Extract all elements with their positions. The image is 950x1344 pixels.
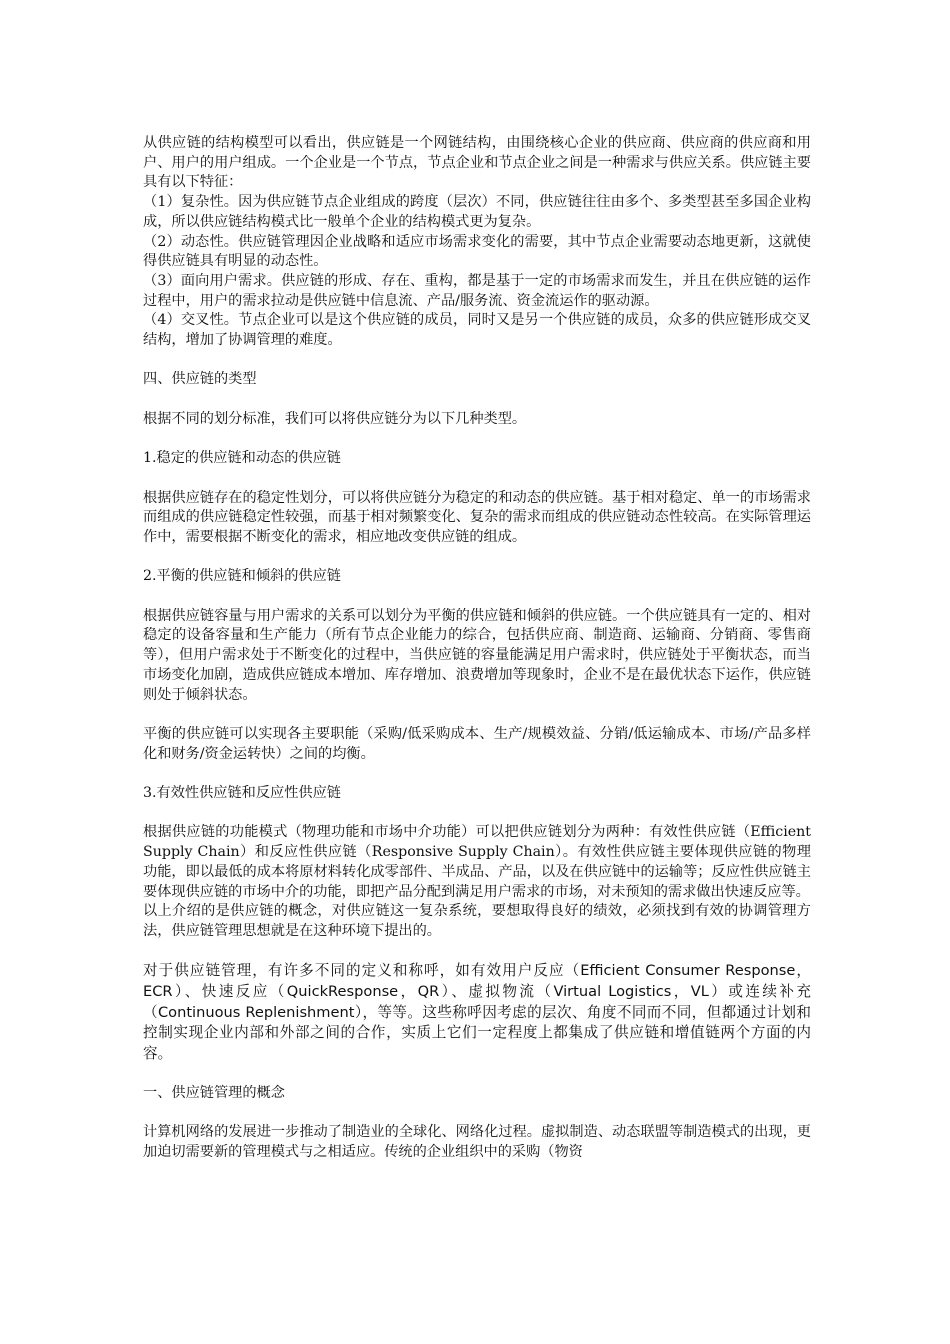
paragraph-efficient-responsive: 根据供应链的功能模式（物理功能和市场中介功能）可以把供应链划分为两种：有效性供应链（Efficient Supply Chain）和反应性供应链（Responsive Supply Chain）。有效性供应链主要体现供应链的物理功能，即以最低的成本将原材料转化成零部件、半成品、产品，以及在供应链中的运输等；反应性供应链主要体现供应链的市场中介的功能，即把产品分配到满足用户需求的市场，对未预知的需求做出快速反应等。 (143, 824, 816, 900)
paragraph-types-intro: 根据不同的划分标准，我们可以将供应链分为以下几种类型。 (143, 410, 527, 427)
paragraph-cross: （4）交叉性。节点企业可以是这个供应链的成员，同时又是另一个供应链的成员，众多的供应链形成交叉结构，增加了协调管理的难度。 (143, 312, 811, 349)
heading-balanced-inclined: 2.平衡的供应链和倾斜的供应链 (143, 568, 341, 585)
paragraph-balanced-inclined: 根据供应链容量与用户需求的关系可以划分为平衡的供应链和倾斜的供应链。一个供应链具有一定的、相对稳定的设备容量和生产能力（所有节点企业能力的综合，包括供应商、制造商、运输商、分销商、零售商等），但用户需求处于不断变化的过程中，当供应链的容量能满足用户需求时，供应链处于平衡状态，而当市场变化加剧，造成供应链成本增加、库存增加、浪费增加等现象时，企业不是在最优状态下运作，供应链则处于倾斜状态。 (143, 607, 811, 703)
heading-stable-dynamic: 1.稳定的供应链和动态的供应链 (143, 450, 341, 467)
paragraph-network-development: 计算机网络的发展进一步推动了制造业的全球化、网络化过程。虚拟制造、动态联盟等制造模式的出现，更加迫切需要新的管理模式与之相适应。传统的企业组织中的采购（物资 (143, 1124, 811, 1161)
paragraph-dynamics: （2）动态性。供应链管理因企业战略和适应市场需求变化的需要，其中节点企业需要动态地更新，这就使得供应链具有明显的动态性。 (143, 233, 811, 270)
heading-scm-concept: 一、供应链管理的概念 (143, 1085, 285, 1102)
paragraph-user-demand: （3）面向用户需求。供应链的形成、存在、重构，都是基于一定的市场需求而发生，并且在供应链的运作过程中，用户的需求拉动是供应链中信息流、产品/服务流、资金流运作的驱动源。 (143, 272, 811, 309)
paragraph-stable-dynamic: 根据供应链存在的稳定性划分，可以将供应链分为稳定的和动态的供应链。基于相对稳定、单一的市场需求而组成的供应链稳定性较强，而基于相对频繁变化、复杂的需求而组成的供应链动态性较高。在实际管理运作中，需要根据不断变化的需求，相应地改变供应链的组成。 (143, 489, 811, 545)
paragraph-summary: 以上介绍的是供应链的概念，对供应链这一复杂系统，要想取得良好的绩效，必须找到有效的协调管理方法，供应链管理思想就是在这种环境下提出的。 (143, 903, 811, 939)
heading-supply-chain-types: 四、供应链的类型 (143, 371, 257, 388)
paragraph-structure: 从供应链的结构模型可以看出，供应链是一个网链结构，由围绕核心企业的供应商、供应商的供应商和用户、用户的用户组成。一个企业是一个节点，节点企业和节点企业之间是一种需求与供应关系。供应链主要具有以下特征： (143, 135, 811, 191)
paragraph-scm-definitions: 对于供应链管理，有许多不同的定义和称呼，如有效用户反应（Efficient Consumer Response，ECR）、快速反应（QuickResponse，QR）、虚拟物流（Virtual Logistics，VL）或连续补充（Continuous Replenishment），等等。这些称呼因考虑的层次、角度不同而不同，但都通过计划和控制实现企业内部和外部之间的合作，实质上它们一定程度上都集成了供应链和增值链两个方面的内容。 (143, 962, 811, 1062)
paragraph-balanced-functions: 平衡的供应链可以实现各主要职能（采购/低采购成本、生产/规模效益、分销/低运输成本、市场/产品多样化和财务/资金运转快）之间的均衡。 (143, 725, 811, 762)
heading-efficient-responsive: 3.有效性供应链和反应性供应链 (143, 785, 341, 802)
document-body (143, 134, 816, 1163)
paragraph-complexity: （1）复杂性。因为供应链节点企业组成的跨度（层次）不同，供应链往往由多个、多类型甚至多国企业构成，所以供应链结构模式比一般单个企业的结构模式更为复杂。 (143, 194, 811, 230)
